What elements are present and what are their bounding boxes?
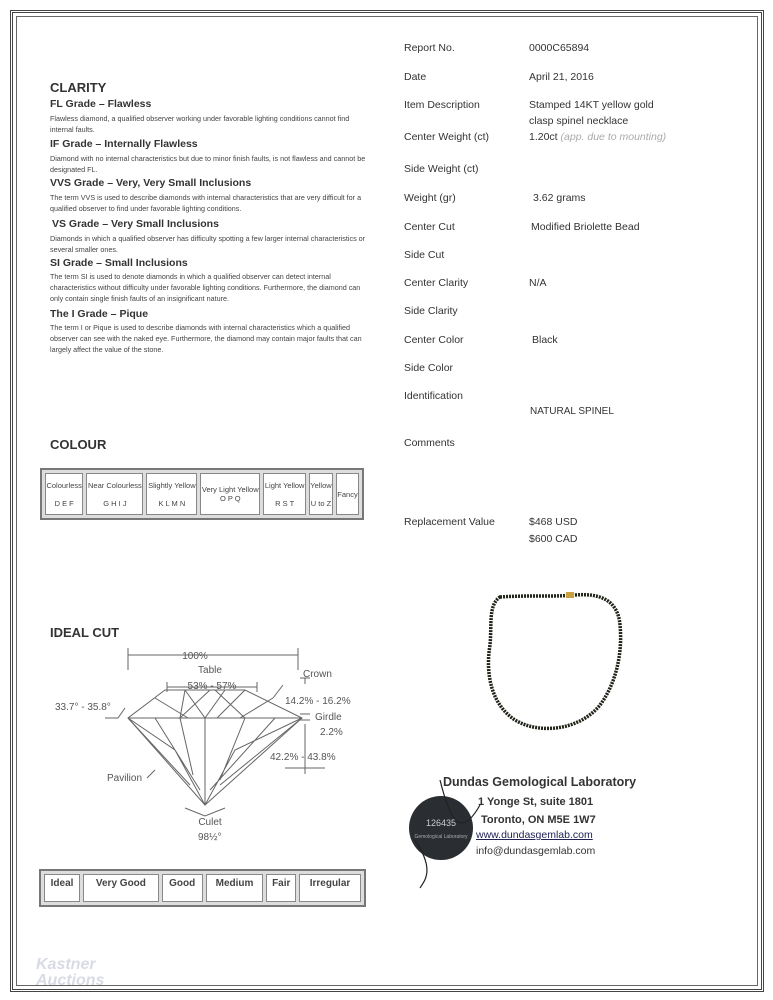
- grade-text: Diamonds in which a qualified observer has difficulty spotting a few larger internal characteristics or several smaller ones.: [50, 234, 366, 254]
- replacement-usd: $468 USD: [529, 516, 578, 528]
- girdle-label: Girdle: [315, 712, 342, 723]
- gold-clasp: [566, 592, 574, 598]
- side-color-label: Side Color: [404, 362, 454, 374]
- grade-title: VS Grade – Very Small Inclusions: [52, 218, 219, 230]
- weight-label: Weight (gr): [404, 192, 456, 204]
- lab-email: info@dundasgemlab.com: [476, 845, 596, 857]
- grade-text: The term I or Pique is used to describe diamonds with internal characteristics which a qualified observer can see with the naked eye. Furthermore, the diamond may contain major faults that can largely affect the value of the stone.: [50, 323, 362, 354]
- cut-grade-cell: Irregular: [299, 874, 361, 902]
- pavilion-depth: 42.2% - 43.8%: [270, 752, 336, 763]
- cut-grade-table: [39, 869, 366, 907]
- necklace-photo: [480, 585, 630, 740]
- weight-value: 3.62 grams: [533, 192, 586, 204]
- colour-cell: Near Colourless G H I J: [86, 473, 143, 515]
- colour-cell: Fancy: [336, 473, 359, 515]
- center-weight-value: 1.20ct: [529, 131, 558, 143]
- table-label: Table: [198, 665, 222, 676]
- colour-cell: Yellow U to Z: [309, 473, 333, 515]
- colour-scale-table: [40, 468, 364, 520]
- clarity-heading: CLARITY: [50, 80, 107, 95]
- colour-cell: Very Light Yellow O P Q: [200, 473, 260, 515]
- item-description-line2: clasp spinel necklace: [529, 115, 629, 127]
- cut-grade-cell: Very Good: [83, 874, 159, 902]
- width-label: 100%: [182, 651, 208, 662]
- ideal-cut-heading: IDEAL CUT: [50, 625, 120, 640]
- item-description-label: Item Description: [404, 99, 480, 111]
- crown-angle: 33.7° - 35.8°: [55, 702, 111, 713]
- grade-text: The term SI is used to denote diamonds in which a qualified observer can detect internal characteristics without difficulty under favorable lighting conditions. Furthermore, the diamond can only contain single finish faults of an insignificant nature.: [50, 272, 361, 303]
- center-color-value: Black: [532, 334, 558, 346]
- side-clarity-label: Side Clarity: [404, 305, 458, 317]
- pavilion-label: Pavilion: [107, 773, 143, 784]
- colour-cell: Slightly Yellow K L M N: [146, 473, 197, 515]
- grade-title: SI Grade – Small Inclusions: [50, 257, 188, 269]
- center-cut-value: Modified Briolette Bead: [531, 221, 640, 233]
- center-clarity-value: N/A: [529, 277, 547, 289]
- crown-height: 14.2% - 16.2%: [285, 696, 351, 707]
- lab-name: Dundas Gemological Laboratory: [443, 775, 637, 789]
- cut-grade-cell: Fair: [266, 874, 296, 902]
- diamond-cut-diagram: [45, 640, 365, 830]
- center-color-label: Center Color: [404, 334, 464, 346]
- lab-address2: Toronto, ON M5E 1W7: [481, 814, 596, 826]
- replacement-value-label: Replacement Value: [404, 516, 495, 528]
- grade-title: FL Grade – Flawless: [50, 98, 152, 110]
- side-weight-label: Side Weight (ct): [404, 163, 479, 175]
- colour-heading: COLOUR: [50, 437, 107, 452]
- item-description-line1: Stamped 14KT yellow gold: [529, 99, 654, 111]
- grade-text: Diamond with no internal characteristics but due to minor finish faults, is not flawless and cannot be designated FL.: [50, 154, 366, 174]
- date-label: Date: [404, 71, 427, 83]
- cut-grade-cell: Ideal: [44, 874, 80, 902]
- cut-grade-cell: Medium: [206, 874, 264, 902]
- colour-cell: Colourless D E F: [45, 473, 83, 515]
- replacement-cad: $600 CAD: [529, 533, 578, 545]
- center-clarity-label: Center Clarity: [404, 277, 469, 289]
- date-value: April 21, 2016: [529, 71, 594, 83]
- grade-title: VVS Grade – Very, Very Small Inclusions: [50, 177, 252, 189]
- center-cut-label: Center Cut: [404, 221, 455, 233]
- cut-grade-cell: Good: [162, 874, 203, 902]
- comments-label: Comments: [404, 437, 455, 449]
- identification-value: NATURAL SPINEL: [530, 406, 614, 417]
- center-weight-label: Center Weight (ct): [404, 131, 489, 143]
- grade-title: The I Grade – Pique: [50, 308, 149, 320]
- colour-cell: Light Yellow R S T: [263, 473, 306, 515]
- side-cut-label: Side Cut: [404, 249, 445, 261]
- girdle-value: 2.2%: [320, 727, 343, 738]
- culet-label: Culet: [198, 817, 222, 828]
- seal-number: 126435: [425, 818, 457, 828]
- watermark-logo: Kastner Auctions: [36, 956, 105, 989]
- lab-address1: 1 Yonge St, suite 1801: [478, 796, 594, 808]
- lab-website-link[interactable]: www.dundasgemlab.com: [476, 829, 593, 841]
- report-no-label: Report No.: [404, 42, 455, 54]
- report-no-value: 0000C65894: [529, 42, 590, 54]
- center-weight-note: (app. due to mounting): [560, 131, 667, 143]
- grade-title: IF Grade – Internally Flawless: [50, 138, 198, 150]
- seal-text: Gemological Laboratory: [414, 834, 468, 840]
- grade-text: Flawless diamond, a qualified observer working under favorable lighting conditions cannot find internal faults.: [50, 114, 350, 134]
- identification-label: Identification: [404, 390, 463, 402]
- culet-value: 98½°: [198, 832, 222, 843]
- crown-label: Crown: [303, 669, 332, 680]
- table-value: 53% - 57%: [187, 681, 237, 692]
- lab-seal: [405, 780, 485, 890]
- grade-text: The term VVS is used to describe diamonds with internal characteristics that are very difficult for a qualified observer to find under favorable lighting conditions.: [50, 193, 362, 213]
